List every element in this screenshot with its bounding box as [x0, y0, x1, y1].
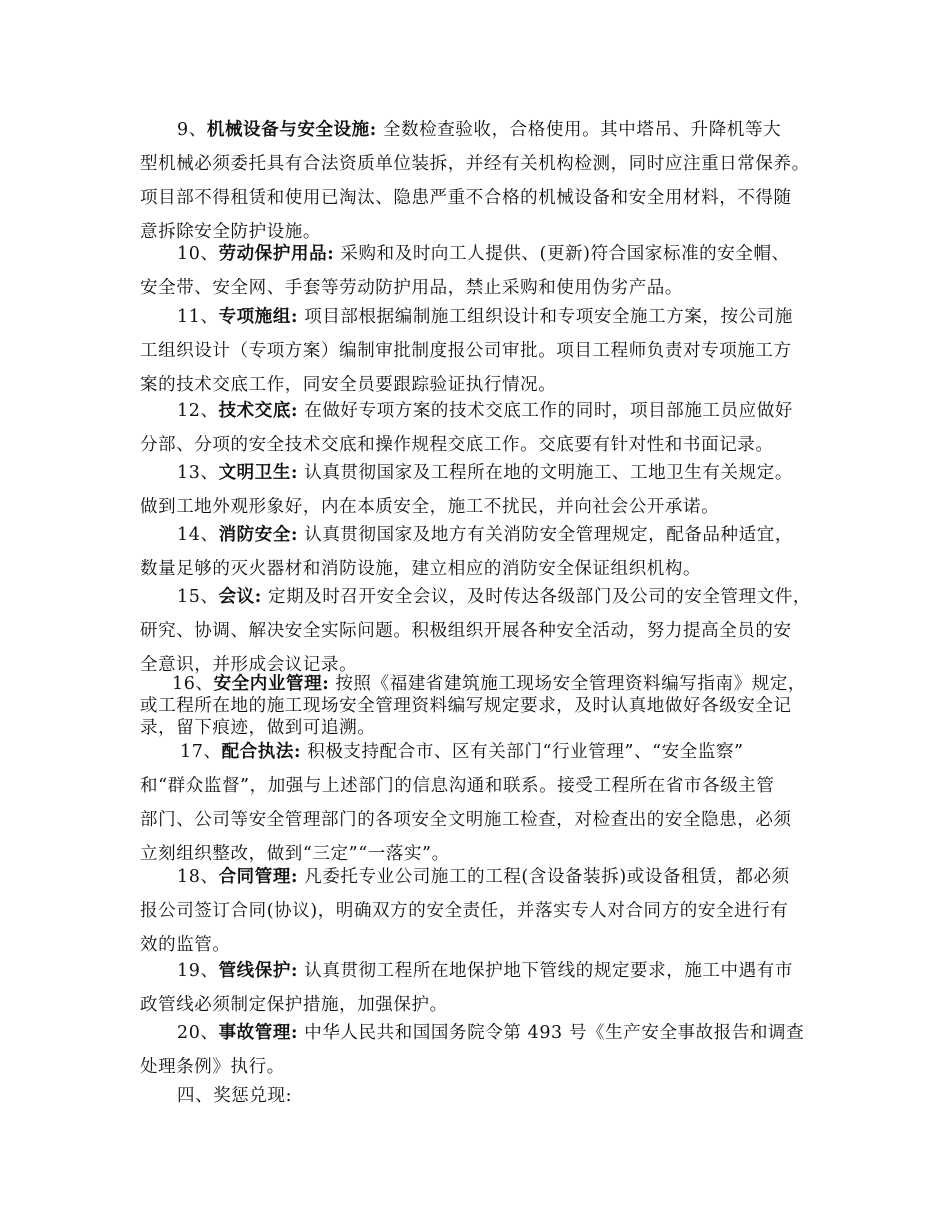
- paragraph-item-20: [140, 1016, 820, 1084]
- item-number: 17、: [180, 742, 222, 762]
- item-text: 数量足够的灭火器材和消防设施，建立相应的消防安全保证组织机构。: [140, 559, 702, 579]
- item-number: 19、: [177, 961, 219, 981]
- item-text: 凡委托专业公司施工的工程(含设备装拆)或设备租赁，都必须: [304, 867, 790, 887]
- item-text: 项目部不得租赁和使用已淘汰、隐患严重不合格的机械设备和安全用材料，不得随: [140, 188, 792, 208]
- item-colon: :: [327, 244, 335, 264]
- item-title: 管线保护: [218, 961, 291, 981]
- item-text: 积极支持配合市、区有关部门“行业管理”、“安全监察”: [307, 742, 744, 762]
- item-text: 全数检查验收，合格使用。其中塔吊、升降机等大: [382, 120, 782, 140]
- item-text: 意拆除安全防护设施。: [140, 222, 321, 242]
- item-text: 录，留下痕迹，做到可追溯。: [140, 718, 376, 738]
- item-text: 认真贯彻工程所在地保护地下管线的规定要求，施工中遇有市: [304, 961, 793, 981]
- item-title: 文明卫生: [218, 463, 291, 483]
- item-colon: :: [322, 674, 330, 694]
- item-colon: :: [290, 867, 299, 887]
- item-colon: :: [290, 401, 299, 421]
- item-number: 10、: [177, 244, 219, 264]
- paragraph-item-16: [140, 673, 820, 739]
- item-colon: :: [290, 961, 299, 981]
- item-text: 型机械必须委托具有合法资质单位装拆，并经有关机构检测，同时应注重日常保养。: [140, 154, 810, 174]
- item-colon: :: [290, 307, 299, 327]
- paragraph-item-10: [140, 237, 820, 305]
- item-text: 中华人民共和国国务院令第 493 号《生产安全事故报告和调查: [304, 1023, 805, 1043]
- paragraph-item-18: [140, 860, 820, 962]
- item-text: 全意识，并形成会议记录。: [140, 655, 358, 675]
- item-text: 认真贯彻国家及地方有关消防安全管理规定，配备品种适宜，: [304, 525, 793, 545]
- item-text: 效的监管。: [140, 935, 231, 955]
- item-colon: :: [290, 463, 299, 483]
- item-number: 20、: [177, 1023, 219, 1043]
- item-colon: :: [290, 1023, 299, 1043]
- item-colon: :: [290, 525, 299, 545]
- item-text: 或工程所在地的施工现场安全管理资料编写规定要求，及时认真地做好各级安全记: [140, 696, 792, 716]
- item-text: 部门、公司等安全管理部门的各项安全文明施工检查，对检查出的安全隐患，必须: [140, 810, 792, 830]
- item-text: 处理条例》执行。: [140, 1057, 285, 1077]
- item-title: 合同管理: [218, 867, 291, 887]
- paragraph-item-15: [140, 580, 820, 682]
- item-colon: :: [254, 587, 262, 607]
- item-title: 消防安全: [218, 525, 291, 545]
- item-number: 16、: [172, 674, 214, 694]
- item-title: 事故管理: [218, 1023, 291, 1043]
- item-text: 工组织设计（专项方案）编制审批制度报公司审批。项目工程师负责对专项施工方: [140, 341, 792, 361]
- item-colon: :: [369, 120, 377, 140]
- paragraph-item-19: [140, 954, 820, 1022]
- item-title: 劳动保护用品: [218, 244, 328, 264]
- paragraph-item-9: [140, 113, 820, 249]
- item-title: 安全内业管理: [213, 674, 323, 694]
- item-number: 11、: [177, 307, 219, 327]
- item-title: 专项施组: [218, 307, 291, 327]
- item-text: 项目部根据编制施工组织设计和专项安全施工方案，按公司施: [304, 307, 793, 327]
- item-number: 13、: [177, 463, 219, 483]
- paragraph-item-12: [140, 394, 820, 462]
- section-heading-paragraph: [140, 1079, 820, 1113]
- paragraph-item-13: [140, 456, 820, 524]
- item-text: 在做好专项方案的技术交底工作的同时，项目部施工员应做好: [304, 401, 793, 421]
- item-title: 机械设备与安全设施: [206, 120, 370, 140]
- paragraph-item-14: [140, 518, 820, 586]
- item-title: 技术交底: [218, 401, 291, 421]
- item-number: 9、: [177, 120, 207, 140]
- item-text: 报公司签订合同(协议)，明确双方的安全责任，并落实专人对合同方的安全进行有: [140, 901, 789, 921]
- paragraph-item-11: [140, 300, 820, 402]
- item-title: 会议: [218, 587, 255, 607]
- item-text: 立刻组织整改，做到“三定”“一落实”。: [140, 844, 450, 864]
- item-text: 和“群众监督”，加强与上述部门的信息沟通和联系。接受工程所在省市各级主管: [140, 776, 775, 796]
- item-text: 分部、分项的安全技术交底和操作规程交底工作。交底要有针对性和书面记录。: [140, 435, 774, 455]
- section-heading: 四、奖惩兑现:: [177, 1086, 293, 1106]
- item-number: 18、: [177, 867, 219, 887]
- paragraph-item-17: [140, 735, 820, 871]
- item-number: 15、: [177, 587, 219, 607]
- item-text: 安全带、安全网、手套等劳动防护用品，禁止采购和使用伪劣产品。: [140, 278, 683, 298]
- item-title: 配合执法: [221, 742, 294, 762]
- item-number: 12、: [177, 401, 219, 421]
- item-text: 做到工地外观形象好，内在本质安全，施工不扰民，并向社会公开承诺。: [140, 497, 720, 517]
- item-number: 14、: [177, 525, 219, 545]
- item-colon: :: [293, 742, 302, 762]
- item-text: 政管线必须制定保护措施，加强保护。: [140, 995, 448, 1015]
- item-text: 案的技术交底工作，同安全员要跟踪验证执行情况。: [140, 375, 557, 395]
- item-text: 认真贯彻国家及工程所在地的文明施工、工地卫生有关规定。: [304, 463, 793, 483]
- item-text: 采购和及时向工人提供、(更新)符合国家标准的安全帽、: [340, 244, 790, 264]
- item-text: 定期及时召开安全会议，及时传达各级部门及公司的安全管理文件，: [268, 587, 812, 607]
- item-text: 研究、协调、解决安全实际问题。积极组织开展各种安全活动，努力提高全员的安: [140, 621, 792, 641]
- item-text: 按照《福建省建筑施工现场安全管理资料编写指南》规定，: [335, 674, 807, 694]
